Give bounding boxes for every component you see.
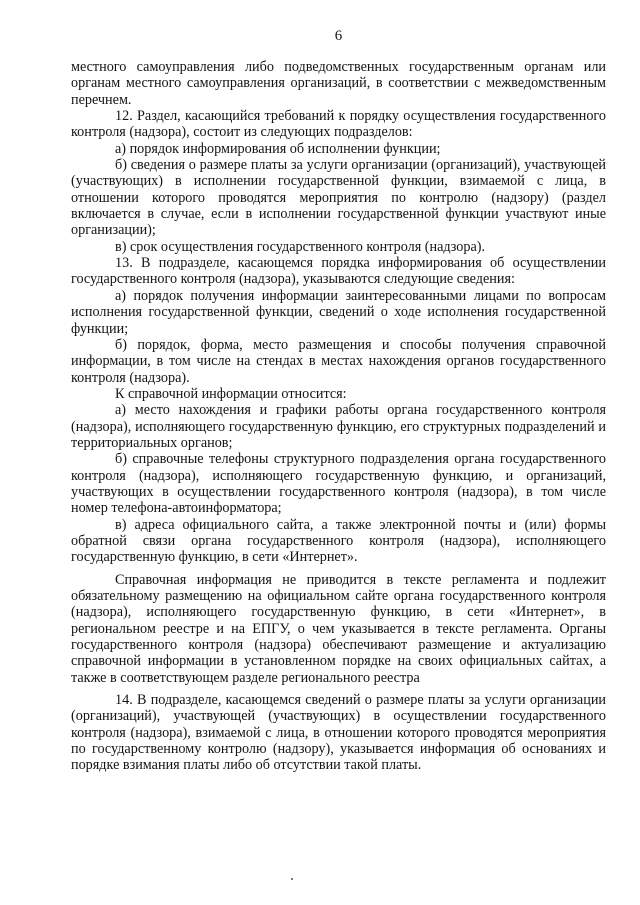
scan-speck <box>291 878 293 880</box>
paragraph-14: 14. В подразделе, касающемся сведений о размере платы за услуги организации (организаций), участвующей (участвующих) в осуществлении государственного контроля (надзора), взимаемой с лица, в отношении которого проводятся мероприятия по государственному контролю (надзору), указывается информация об основаниях и порядке взимания платы либо об отсутствии такой платы. <box>71 692 606 774</box>
paragraph-reference-a: а) место нахождения и графики работы органа государственного контроля (надзора), исполняющего государственную функцию, его структурных подразделений и территориальных органов; <box>71 402 606 451</box>
paragraph-12: 12. Раздел, касающийся требований к порядку осуществления государственного контроля (надзора), состоит из следующих подразделов: <box>71 108 606 141</box>
paragraph-12-a: а) порядок информирования об исполнении функции; <box>115 140 441 157</box>
paragraph-12-b: б) сведения о размере платы за услуги организации (организаций), участвующей (участвующих) в исполнении государственной функции, взимаемой с лица, в отношении которого проводятся мероприятия по контролю (надзору) (раздел включается в случае, если в исполнении государственной функции участвуют иные организации); <box>71 157 606 239</box>
page-number: 6 <box>334 28 343 44</box>
paragraph-13-b: б) порядок, форма, место размещения и способы получения справочной информации, в том числе на стендах в местах нахождения органов государственного контроля (надзора). <box>71 336 606 386</box>
paragraph-reference-note: Справочная информация не приводится в тексте регламента и подлежит обязательному размещению на официальном сайте органа государственного контроля (надзора), исполняющего государственную функцию, в сети «Интернет», в региональном реестре и на ЕПГУ, о чем указывается в тексте регламента. Органы государственного контроля (надзора) обеспечивают размещение и актуализацию справочной информации в установленном порядке на своих официальных сайтах, а также в соответствующем разделе регионального реестра <box>71 571 606 686</box>
paragraph-reference-b: б) справочные телефоны структурного подразделения органа государственного контроля (надзора), исполняющего государственную функцию, и организаций, участвующих в осуществлении государственного контроля (надзора), в том числе номер телефона-автоинформатора; <box>71 451 606 517</box>
paragraph-reference-v: в) адреса официального сайта, а также электронной почты и (или) формы обратной связи органа государственного контроля (надзора), исполняющего государственную функцию, в сети «Интернет». <box>71 516 606 566</box>
paragraph-13-a: а) порядок получения информации заинтересованными лицами по вопросам исполнения государственной функции, сведений о ходе исполнения государственной функции; <box>71 287 606 337</box>
paragraph-continuation: местного самоуправления либо подведомственных государственным органам или органам местного самоуправления организаций, в соответствии с межведомственным перечнем. <box>71 59 606 108</box>
paragraph-12-v: в) срок осуществления государственного контроля (надзора). <box>115 238 486 255</box>
paragraph-13: 13. В подразделе, касающемся порядка информирования об осуществлении государственного контроля (надзора), указываются следующие сведения: <box>71 255 606 288</box>
paragraph-reference-info-heading: К справочной информации относится: <box>115 385 347 402</box>
